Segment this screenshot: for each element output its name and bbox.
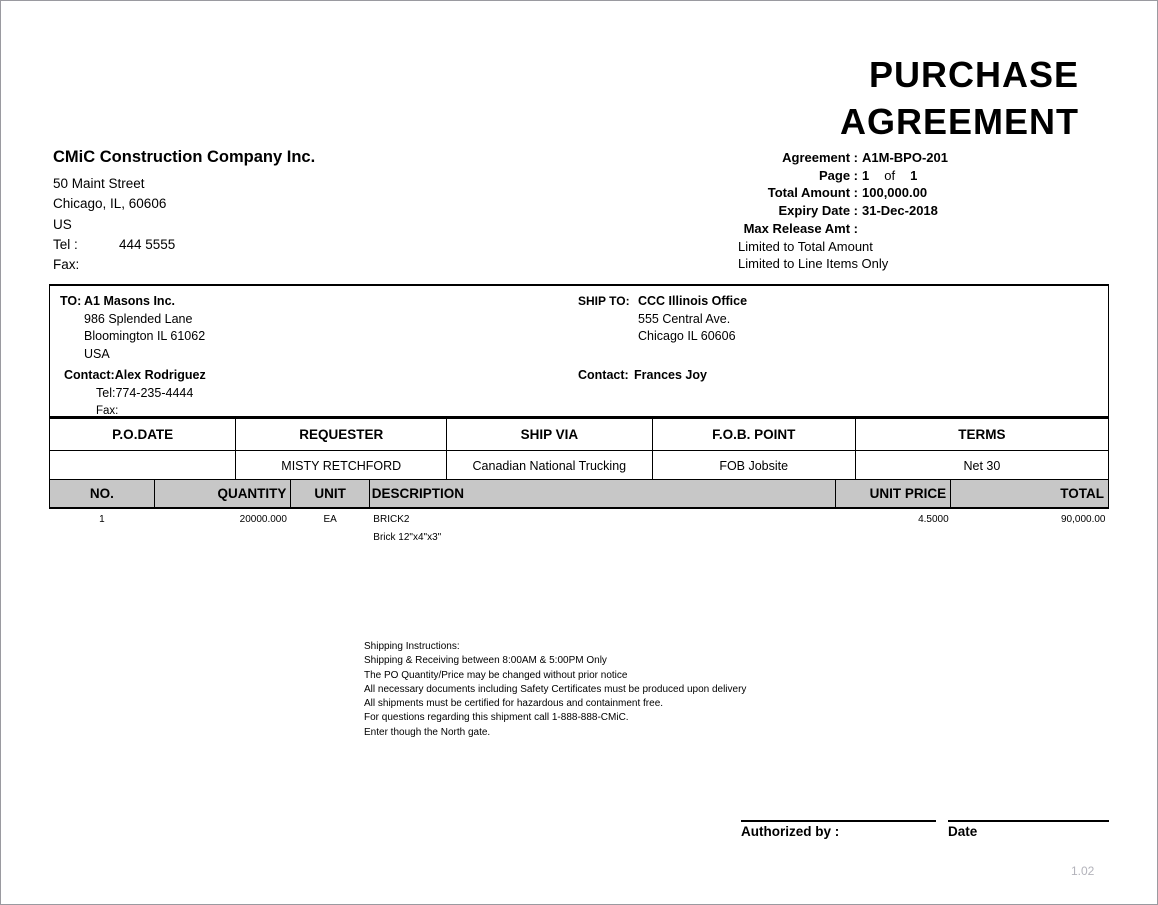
company-fax-label: Fax: xyxy=(53,257,80,273)
company-address-line: Chicago, IL, 60606 xyxy=(53,196,167,212)
shipping-instruction-line: The PO Quantity/Price may be changed without prior notice xyxy=(364,669,628,681)
header-terms: TERMS xyxy=(855,418,1108,451)
header-unit: UNIT xyxy=(291,480,369,509)
shipto-address-line: 555 Central Ave. xyxy=(638,311,731,326)
header-quantity: QUANTITY xyxy=(154,480,291,509)
line-items-table xyxy=(49,479,1109,545)
shipping-instruction-line: Enter though the North gate. xyxy=(364,726,491,738)
document-title-line2: AGREEMENT xyxy=(839,101,1079,142)
header-unit-price: UNIT PRICE xyxy=(835,480,950,509)
to-tel: Tel:774-235-4444 xyxy=(96,385,194,400)
limit-note-total-amount: Limited to Total Amount xyxy=(738,238,873,254)
value-terms: Net 30 xyxy=(855,451,1108,482)
agreement-info-block xyxy=(618,149,958,273)
agreement-number: A1M-BPO-201 xyxy=(862,150,948,165)
expiry-date-value: 31-Dec-2018 xyxy=(862,203,938,219)
shipto-office-name: CCC Illinois Office xyxy=(638,294,748,308)
value-ship-via: Canadian National Trucking xyxy=(447,451,652,482)
shipping-instruction-line: Shipping & Receiving between 8:00AM & 5:00PM Only xyxy=(364,655,607,667)
max-release-value xyxy=(858,220,862,238)
authorized-by-signature xyxy=(741,820,936,840)
header-no: NO. xyxy=(50,480,155,509)
date-signature-line xyxy=(948,820,1109,822)
value-fob-point: FOB Jobsite xyxy=(652,451,855,482)
shipping-instruction-line: Shipping Instructions: xyxy=(364,641,460,652)
shipping-instruction-line: All shipments must be certified for hazardous and containment free. xyxy=(364,698,664,710)
item-quantity: 20000.000 xyxy=(239,514,287,525)
page-of-label: of xyxy=(884,167,896,183)
limit-note-line-items: Limited to Line Items Only xyxy=(738,256,889,272)
item-total: 90,000.00 xyxy=(1061,514,1106,525)
to-address-line: 986 Splended Lane xyxy=(84,311,193,326)
to-name-line xyxy=(60,293,206,311)
to-contact-label: Contact: xyxy=(64,368,115,383)
shipping-instructions xyxy=(364,640,746,740)
line-items-header-row xyxy=(50,480,1109,509)
to-section xyxy=(60,293,206,420)
shipto-contact-name: Frances Joy xyxy=(634,368,707,383)
document-title-line1: PURCHASE xyxy=(868,54,1079,95)
shipto-address-line: Chicago IL 60606 xyxy=(638,329,736,344)
to-telfax xyxy=(60,385,206,420)
to-shipto-box xyxy=(49,284,1109,417)
company-address-line: US xyxy=(53,216,72,232)
total-amount-row xyxy=(618,184,958,202)
max-release-row xyxy=(618,220,958,238)
page-label: Page : xyxy=(818,167,858,183)
to-address-line: Bloomington IL 61062 xyxy=(84,329,206,344)
item-description-detail: Brick 12"x4"x3" xyxy=(373,532,442,543)
to-contact-name: Alex Rodriguez xyxy=(114,368,206,383)
authorized-by-signature-line xyxy=(741,820,936,822)
to-company-name: A1 Masons Inc. xyxy=(84,294,175,308)
company-address xyxy=(53,174,315,275)
agreement-label: Agreement : xyxy=(782,150,858,165)
to-fax: Fax: xyxy=(96,404,119,417)
item-unit: EA xyxy=(323,514,337,525)
shipping-instruction-line: For questions regarding this shipment call 1-888-888-CMiC. xyxy=(364,712,629,724)
shipto-label: SHIP TO: xyxy=(578,294,630,308)
company-address-line: 50 Maint Street xyxy=(53,176,145,191)
company-tel-value: 444 5555 xyxy=(119,236,176,252)
company-name: CMiC Construction Company Inc. xyxy=(53,148,316,166)
order-info-table xyxy=(49,417,1109,482)
max-release-label: Max Release Amt : xyxy=(743,220,858,236)
item-no: 1 xyxy=(99,514,105,525)
form-version: 1.02 xyxy=(1071,864,1095,878)
company-tel-label: Tel : xyxy=(53,236,78,252)
shipto-address xyxy=(578,311,747,346)
value-requester: MISTY RETCHFORD xyxy=(236,451,447,482)
header-fob-point: F.O.B. POINT xyxy=(652,418,855,451)
to-address xyxy=(60,311,206,364)
company-tel-line xyxy=(53,235,315,255)
vendor-company-block xyxy=(53,146,315,275)
item-description-cell xyxy=(369,508,835,545)
header-po-date: P.O.DATE xyxy=(50,418,236,451)
header-description: DESCRIPTION xyxy=(369,480,835,509)
shipto-contact-line xyxy=(578,367,747,385)
to-address-line: USA xyxy=(84,346,110,361)
header-total: TOTAL xyxy=(951,480,1109,509)
total-amount-label: Total Amount : xyxy=(767,185,858,201)
value-po-date xyxy=(50,451,236,482)
expiry-date-label: Expiry Date : xyxy=(778,203,858,219)
page-value xyxy=(858,167,917,185)
authorized-by-label: Authorized by : xyxy=(741,824,840,839)
header-ship-via: SHIP VIA xyxy=(447,418,652,451)
header-requester: REQUESTER xyxy=(236,418,447,451)
item-unit-price: 4.5000 xyxy=(918,514,949,525)
date-label: Date xyxy=(948,824,978,839)
total-amount-value: 100,000.00 xyxy=(862,185,928,201)
document-title xyxy=(840,51,1079,145)
shipto-contact-label: Contact: xyxy=(578,368,629,383)
shipto-section xyxy=(578,293,747,385)
agreement-number-row xyxy=(618,149,958,167)
page-current: 1 xyxy=(862,167,870,183)
expiry-date-row xyxy=(618,202,958,220)
line-item-row xyxy=(50,508,1109,545)
item-description: BRICK2 xyxy=(373,514,410,525)
company-fax-line xyxy=(53,255,315,275)
shipto-name-line xyxy=(578,293,747,311)
order-info-header-row xyxy=(50,418,1109,451)
shipping-instruction-line: All necessary documents including Safety Certificates must be produced upon delivery xyxy=(364,683,747,695)
page-row xyxy=(618,167,958,185)
date-signature xyxy=(948,820,1109,840)
to-contact-line xyxy=(60,367,206,385)
page-total: 1 xyxy=(910,167,918,183)
to-label: TO: xyxy=(60,294,82,308)
order-info-value-row xyxy=(50,451,1109,482)
